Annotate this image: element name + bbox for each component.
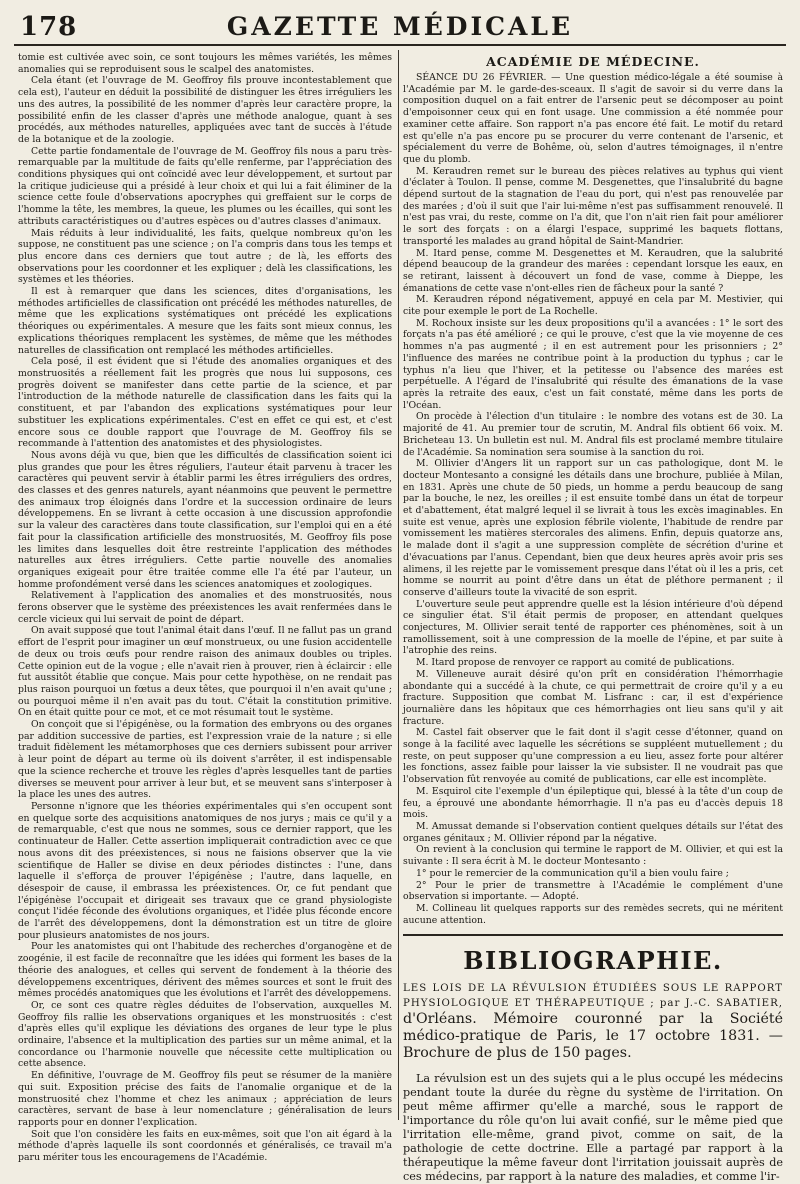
bibliography-heading-rest: d'Orléans. Mémoire couronné par la Société médico-pratique de Paris, le 17 octobre 1831. — Brochure de plus de 150 pages. bbox=[403, 1011, 783, 1062]
paragraph: On procède à l'élection d'un titulaire : le nombre des votans est de 30. La majorité de 41. Au premier tour de scrutin, M. Andral fils obtient 66 voix. M. Bricheteau 13. Un bulletin est nul. M. Andral fils est proclamé membre titulaire de l'Académie. Sa nomination sera soumise à la sanction du roi. bbox=[403, 411, 783, 458]
paragraph: M. Keraudren remet sur le bureau des pièces relatives au typhus qui vient d'éclater à Toulon. Il pense, comme M. Desgenettes, que l'insalubrité du bagne dépend surtout de la stagnation de l'eau du port, qui n'est pas renouvelée par des marées ; d'où il suit que l'air lui-même n'est pas suffisamment renouvelé. Il n'est pas vrai, du reste, comme on l'a dit, que l'on n'ait rien fait pour améliorer le sort des forçats : on a élargi l'espace, supprimé les baquets flottans, transporté les malades au grand hôpital de Saint-Mandrier. bbox=[403, 165, 783, 247]
paragraph: M. Collineau lit quelques rapports sur des remèdes secrets, qui ne méritent aucune attention. bbox=[403, 902, 783, 926]
right-column bbox=[403, 52, 783, 1184]
paragraph: M. Castel fait observer que le fait dont il s'agit cesse d'étonner, quand on songe à la facilité avec laquelle les sécrétions se suppléent mutuellement ; du reste, on peut supposer qu'une compression a eu lieu, assez forte pour altérer les fonctions, assez faible pour laisser la vie subsister. Il ne voudrait pas que l'observation fût renvoyée au comité de publications, car elle est incomplète. bbox=[403, 727, 783, 786]
paragraph: 1° pour le remercier de la communication qu'il a bien voulu faire ; bbox=[416, 867, 729, 879]
paragraph: Nous avons déjà vu que, bien que les difficultés de classification soient ici plus grandes que pour les êtres réguliers, l'auteur était parvenu à tracer les caractères qui peuvent servir à établir parmi les êtres irréguliers des ordres, des classes et des genres naturels, ayant néanmoins que peuvent le permettre des animaux trop éloignés dans l'ordre et la succession ordinaire de leurs développemens. En se livrant à cette occasion à une discussion approfondie sur la valeur des caractères dans toute classification, sur l'emploi qui en a été fait pour la classification artificielle des monstruosités, M. Geoffroy fils pose les limites dans lesquelles doit être restreinte l'application des méthodes naturelles aux êtres irréguliers. Cette partie nouvelle des anomalies organiques exigeait pour être traitée comme elle l'a été par l'auteur, un homme profondément versé dans les sciences anatomiques et zoologiques. bbox=[18, 449, 392, 590]
column-divider bbox=[398, 50, 399, 1120]
paragraph: SÉANCE DU 26 FÉVRIER. — Une question médico-légale a été soumise à l'Académie par M. le garde-des-sceaux. Il s'agit de savoir si du verre dans la composition duquel on a fait entrer de l'arsenic peut se décomposer au point d'empoisonner ceux qui en font usage. Une commission a été nommée pour examiner cette affaire. Son rapport n'a pas encore été fait. Le motif du retard est qu'elle n'a pas encore pu se procurer du verre contenant de l'arsenic, et spécialement du verre de Bohême, où, selon d'autres témoignages, il n'entre que du plomb. bbox=[403, 72, 783, 165]
paragraph: Soit que l'on considère les faits en eux-mêmes, soit que l'on ait égard à la méthode d'après laquelle ils sont coordonnés et généralisés, ce travail m'a paru mériter tous les encouragemens de l'Académie. bbox=[18, 1128, 392, 1164]
page-header bbox=[14, 10, 786, 46]
paragraph: M. Ollivier d'Angers lit un rapport sur un cas pathologique, dont M. le docteur Montesanto a consigné les détails dans une brochure, publiée à Milan, en 1831. Après une chute de 50 pieds, un homme a perdu beaucoup de sang par la bouche, le nez, les oreilles ; il est ensuite tombé dans un état de torpeur et d'abattement, état malgré lequel il se livrait à tous les excès imaginables. En suite est venue, après une explosion fébrile violente, l'habitude de rendre par vomissement les matières stercorales des alimens. Enfin, depuis quatorze ans, le malade dont il s'agit a une suppression complète de sécrétion d'urine et d'évacuations par l'anus. Cependant, bien que deux heures après avoir pris ses alimens, il les rejette par le vomissement presque dans l'état où il les a pris, cet homme se nourrit au point d'être dans un état de pléthore permanent ; il conserve d'ailleurs toute la vivacité de son esprit. bbox=[403, 458, 783, 598]
paragraph: Mais réduits à leur individualité, les faits, quelque nombreux qu'on les suppose, ne constituent pas une science ; on l'a compris dans tous les temps et plus encore dans ces derniers que tout autre ; de là, les efforts des observations pour les coordonner et les expliquer ; delà les classifications, les systèmes et les théories. bbox=[18, 227, 392, 286]
paragraph: M. Esquirol cite l'exemple d'un épileptique qui, blessé à la tête d'un coup de feu, a éprouvé une abondante hémorrhagie. Il n'a pas eu d'accès depuis 18 mois. bbox=[403, 785, 783, 821]
bibliography-body: La révulsion est un des sujets qui a le plus occupé les médecins pendant toute la durée du règne du système de l'irritation. On peut même affirmer qu'elle a marché, sous le rapport de l'importance du rôle qu'on lui avait confié, sur le même pied que l'irritation elle-même, grand pivot, comme on sait, de la pathologie de cette doctrine. Elle a partagé par rapport à la thérapeutique la même faveur dont l'irritation jouissait auprès de ces médecins, par rapport à la nature des maladies, et comme l'ir- bbox=[403, 1072, 783, 1184]
paragraph: M. Keraudren répond négativement, appuyé en cela par M. Mestivier, qui cite pour exemple le port de La Rochelle. bbox=[403, 294, 783, 318]
paragraph: On revient à la conclusion qui termine le rapport de M. Ollivier, et qui est la suivante : Il sera écrit à M. le docteur Montesanto : bbox=[403, 844, 783, 868]
section-title: ACADÉMIE DE MÉDECINE. bbox=[486, 54, 700, 69]
journal-title: GAZETTE MÉDICALE bbox=[226, 12, 574, 41]
paragraph: Relativement à l'application des anomalies et des monstruosités, nous ferons observer que le système des préexistences les avait renfermées dans le cercle vicieux qui lui servait de point de départ. bbox=[18, 590, 392, 625]
paragraph: On avait supposé que tout l'animal était dans l'œuf. Il ne fallut pas un grand effort de l'esprit pour imaginer un œuf monstrueux, ou une fusion accidentelle de deux ou trois œufs pour rendre raison des animaux doubles ou triples. Cette opinion eut de la vogue ; elle n'avait rien à prouver, rien à éclaircir : elle fut aussitôt établie que conçue. Mais pour cette hypothèse, on ne rendait pas plus raison pourquoi un fœtus a deux têtes, que pourquoi il n'en avait qu'une ; ou pourquoi même il n'en avait pas du tout. C'était la constitution primitive. On en était quitte pour ce mot, et ce mot résumait tout le système. bbox=[18, 625, 392, 719]
paragraph: M. Itard propose de renvoyer ce rapport au comité de publications. bbox=[416, 657, 735, 669]
paragraph: 2° Pour le prier de transmettre à l'Académie le complément d'une observation si importante. — Adopté. bbox=[403, 879, 783, 903]
left-column bbox=[18, 52, 392, 1164]
paragraph: Personne n'ignore que les théories expérimentales qui s'en occupent sont en quelque sorte des acquisitions anatomiques de nos jurys ; mais ce qu'il y a de remarquable, c'est que nous ne sommes, sous ce dernier rapport, que les continuateur de Haller. Cette assertion impliquerait contradiction avec ce que nous avons dit des préexistences, si nous ne faisions observer que la vie scientifique de Haller se divise en deux périodes distinctes : l'une, dans laquelle il s'efforça de prouver l'épigénèse ; l'autre, dans laquelle, en désespoir de cause, il embrassa les préexistences. Or, ce fut pendant que l'épigénèse l'occupait et dirigeait ses travaux que ce grand physiologiste conçut l'idée féconde des évolutions organiques, et l'idée plus féconde encore de l'arrêt des développemens, dont la démonstration est un titre de gloire pour plusieurs anatomistes de nos jours. bbox=[18, 801, 392, 941]
paragraph: tomie est cultivée avec soin, ce sont toujours les mêmes variétés, les mêmes anomalies qui se reproduisent sous le scalpel des anatomistes. bbox=[18, 52, 392, 75]
bibliography-title: BIBLIOGRAPHIE. bbox=[403, 934, 783, 975]
bibliography-heading bbox=[403, 981, 783, 1062]
paragraph: Cela posé, il est évident que si l'étude des anomalies organiques et des monstruosités a réellement fait les progrès que nous lui supposons, ces progrès doivent se manifester dans cette partie de la science, et par l'introduction de la méthode naturelle de classification dans les faits qui la constituent, et par l'abandon des explications systématiques pour leur substituer les explications expérimentales. C'est en effet ce qui est, et c'est encore sous ce double rapport que l'ouvrage de M. Geoffroy fils se recommande à l'attention des anatomistes et des physiologistes. bbox=[18, 356, 392, 450]
paragraph: M. Amussat demande si l'observation contient quelques détails sur l'état des organes génitaux ; M. Ollivier répond par la négative. bbox=[403, 821, 783, 844]
page-number: 178 bbox=[20, 12, 78, 42]
paragraph: Cela étant (et l'ouvrage de M. Geoffroy fils prouve incontestablement que cela est), l'auteur en déduit la possibilité de distinguer les êtres irréguliers les uns des autres, la possibilité de les nommer d'après leur caractère propre, la possibilité enfin de les classer d'après une méthode analogue, quant à ses procédés, aux méthodes naturelles, appliquées avec tant de succès à l'étude de la botanique et de la zoologie. bbox=[18, 75, 392, 145]
paragraph: L'ouverture seule peut apprendre quelle est la lésion intérieure d'où dépend ce singulier état. S'il était permis de proposer, en attendant quelques conjectures, M. Ollivier serait tenté de rapporter ces phénomènes, soit à un ramollissement, soit à une compression de la moelle de l'épine, et par suite à l'atrophie des reins. bbox=[403, 598, 783, 657]
paragraph: Il est à remarquer que dans les sciences, dites d'organisations, les méthodes artificielles de classification ont précédé les méthodes naturelles, de même que les explications systématiques ont précédé les explications théoriques ou expérimentales. A mesure que les faits sont mieux connus, les explications théoriques remplacent les systèmes, de même que les méthodes naturelles de classification ont remplacé les méthodes artificielles. bbox=[18, 286, 392, 356]
paragraph: M. Itard pense, comme M. Desgenettes et M. Keraudren, que la salubrité dépend beaucoup de la grandeur des marées : cependant lorsque les eaux, en se retirant, laissent à découvert un fond de vase, comme à Dieppe, les émanations de cette vase n'ont-elles rien de fâcheux pour la santé ? bbox=[403, 247, 783, 294]
paragraph: M. Rochoux insiste sur les deux propositions qu'il a avancées : 1° le sort des forçats n'a pas été amélioré ; ce qui le prouve, c'est que la vie moyenne de ces hommes n'a pas augmenté ; il en est autrement pour les prisonniers ; 2° l'influence des marées ne contribue point à la production du typhus ; car le typhus n'a lieu que l'hiver, et la petitesse ou l'absence des marées est perpétuelle. A l'égard de l'insalubrité qui résulte des émanations de la vase après la retraite des eaux, c'est un fait constaté, même dans les ports de l'Océan. bbox=[403, 317, 783, 411]
paragraph: M. Villeneuve aurait désiré qu'on prît en considération l'hémorrhagie abondante qui a succédé à la chute, ce qui permettrait de croire qu'il y a eu fracture. Supposition que combat M. Lisfranc : car, il est d'expérience journalière dans les hôpitaux que ces hémorrhagies ont lieu sans qu'il y ait fracture. bbox=[403, 668, 783, 727]
paragraph: On conçoit que si l'épigénèse, ou la formation des embryons ou des organes par addition successive de parties, est l'expression vraie de la nature ; si elle traduit fidèlement les métamorphoses que ces derniers subissent pour arriver à leur point de départ au terme où ils doivent s'arrêter, il est indispensable que la science recherche et trouve les règles d'après lesquelles tant de parties diverses se meuvent pour arriver à leur but, et se meuvent sans s'interposer à la place les unes des autres. bbox=[18, 719, 392, 801]
paragraph: Or, ce sont ces quatre règles déduites de l'observation, auxquelles M. Geoffroy fils rallie les observations organiques et les monstruosités : c'est d'après elles qu'il explique les déviations des organes de leur type le plus ordinaire, l'absence et la multiplication des parties sur un même animal, et la concordance ou l'harmonie nouvelle que nécessite cette multiplication ou cette absence. bbox=[18, 999, 392, 1070]
bibliography-heading-caps: LES LOIS DE LA RÉVULSION ÉTUDIÉES SOUS LE RAPPORT PHYSIOLOGIQUE ET THÉRAPEUTIQUE ; par J.-C. SABATIER, bbox=[403, 983, 783, 1010]
paragraph: Cette partie fondamentale de l'ouvrage de M. Geoffroy fils nous a paru très-remarquable par la multitude de faits qu'elle renferme, par l'appréciation des conditions physiques qui ont coïncidé avec leur développement, et surtout par la critique judicieuse qui a présidé à leur choix et qui lui a fait éliminer de la science cette foule d'observations apocryphes qui greffaient sur le corps de l'homme la tête, les membres, la queue, les plumes ou les écailles, qui sont les attributs caractéristiques ou d'autres espèces ou d'autres classes d'animaux. bbox=[18, 145, 392, 227]
paragraph: Pour les anatomistes qui ont l'habitude des recherches d'organogène et de zoogénie, il est facile de reconnaître que les idées qui forment les bases de la théorie des analogues, et celles qui servent de fondement à la théorie des développemens excentriques, dérivent des mêmes sources et sont le fruit des mêmes procédés anatomiques que les évolutions et l'arrêt des développemens. bbox=[18, 941, 392, 1000]
paragraph: En définitive, l'ouvrage de M. Geoffroy fils peut se résumer de la manière qui suit. Exposition précise des faits de l'anomalie organique et de la monstruosité chez l'homme et chez les animaux ; appréciation de leurs caractères, servant de base à leur nomenclature ; généralisation de leurs rapports pour en donner l'explication. bbox=[18, 1070, 392, 1128]
